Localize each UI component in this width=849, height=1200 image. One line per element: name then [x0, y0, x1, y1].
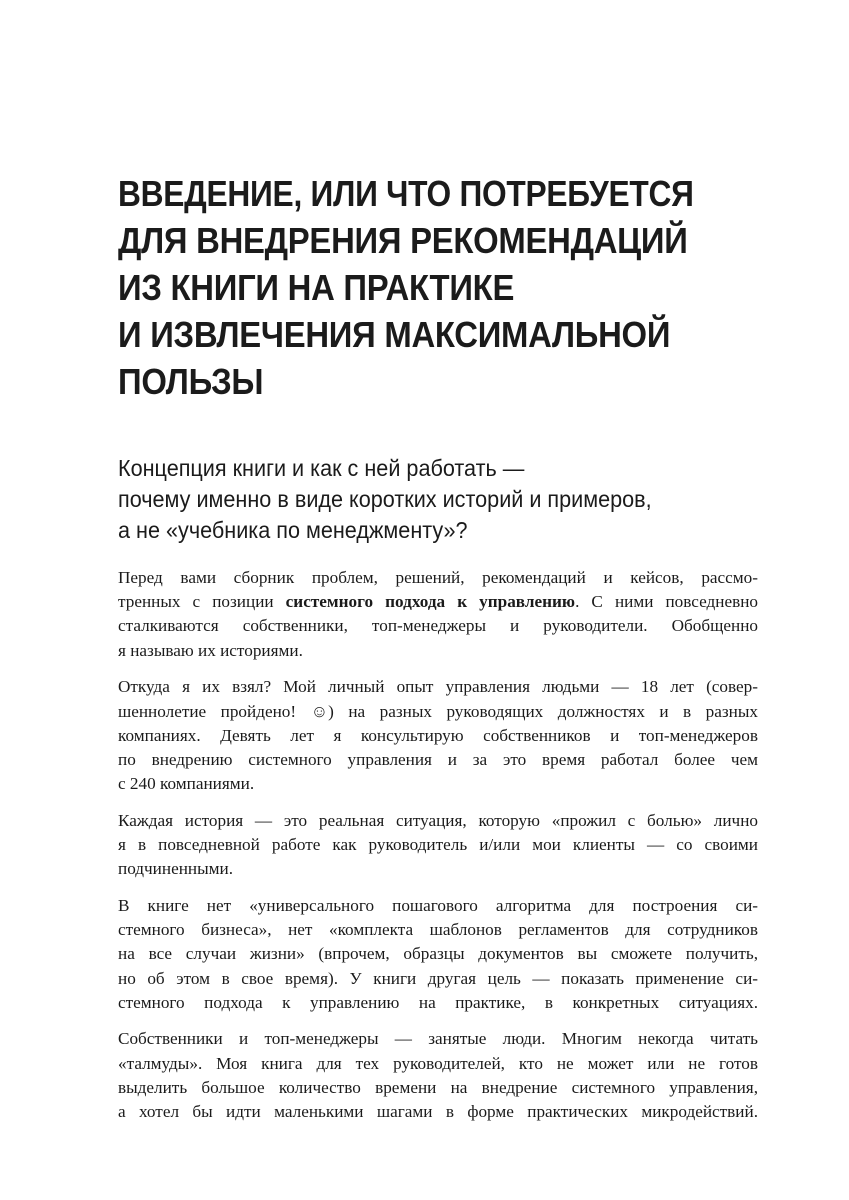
text-line: Каждая история — это реальная ситуация, которую «прожил с болью» лично [118, 810, 758, 830]
chapter-title-line: ДЛЯ ВНЕДРЕНИЯ РЕКОМЕНДАЦИЙ [118, 220, 688, 261]
text-line: на все случаи жизни» (впрочем, образцы документов вы сможете получить, [118, 944, 758, 964]
paragraph-3 [118, 809, 758, 882]
paragraph-1 [118, 566, 758, 663]
text-line: стемного бизнеса», нет «комплекта шаблонов регламентов для сотрудников [118, 920, 758, 940]
section-heading [118, 453, 758, 546]
text-fragment: тренных с позиции [118, 592, 286, 612]
text-line: В книге нет «универсального пошагового алгоритма для построения си- [118, 895, 758, 915]
text-line: сталкиваются собственники, топ-менеджеры и руководители. Обобщенно [118, 616, 758, 636]
section-heading-line: почему именно в виде коротких историй и примеров, [118, 486, 652, 512]
paragraph-4 [118, 894, 758, 1015]
paragraph-5 [118, 1027, 758, 1124]
text-line: Собственники и топ-менеджеры — занятые люди. Многим некогда читать [118, 1029, 758, 1049]
text-line: я в повседневной работе как руководитель и/или мои клиенты — со своими [118, 835, 758, 855]
text-line: выделить большое количество времени на внедрение системного управления, [118, 1077, 758, 1097]
text-line: Перед вами сборник проблем, решений, рекомендаций и кейсов, рассмо- [118, 568, 758, 587]
section-heading-line: Концепция книги и как с ней работать — [118, 455, 525, 481]
chapter-title-line: ВВЕДЕНИЕ, ИЛИ ЧТО ПОТРЕБУЕТСЯ [118, 173, 694, 214]
chapter-title-line: И ИЗВЛЕЧЕНИЯ МАКСИМАЛЬНОЙ [118, 314, 671, 355]
text-line: а хотел бы идти маленькими шагами в форме практических микродействий. [118, 1102, 758, 1122]
text-fragment: . С ними повседневно [575, 592, 759, 612]
text-line: компаниях. Девять лет я консультирую собственников и топ-менеджеров [118, 725, 758, 745]
emphasis-systemic-approach: системного подхода к управлению [285, 592, 576, 612]
book-page [118, 0, 758, 1200]
text-line: но об этом в свое время). У книги другая цель — показать применение си- [118, 968, 758, 988]
chapter-title-line: ПОЛЬЗЫ [118, 361, 264, 402]
text-line: Откуда я их взял? Мой личный опыт управления людьми — 18 лет (совер- [118, 677, 758, 697]
text-line: по внедрению системного управления и за это время работал более чем [118, 749, 758, 769]
text-line: «талмуды». Моя книга для тех руководителей, кто не может или не готов [118, 1053, 758, 1073]
text-line [118, 590, 758, 614]
text-line: я называю их историями. [118, 640, 303, 660]
paragraph-2 [118, 675, 758, 796]
text-line: подчиненными. [118, 859, 234, 879]
section-heading-line: а не «учебника по менеджменту»? [118, 517, 468, 543]
body-text [118, 566, 758, 1137]
chapter-title [118, 170, 758, 405]
text-line: шеннолетие пройдено! ☺) на разных руководящих должностях и в разных [118, 701, 758, 721]
chapter-title-line: ИЗ КНИГИ НА ПРАКТИКЕ [118, 267, 515, 308]
text-line: стемного подхода к управлению на практике, в конкретных ситуациях. [118, 992, 758, 1012]
text-line: с 240 компаниями. [118, 774, 255, 794]
